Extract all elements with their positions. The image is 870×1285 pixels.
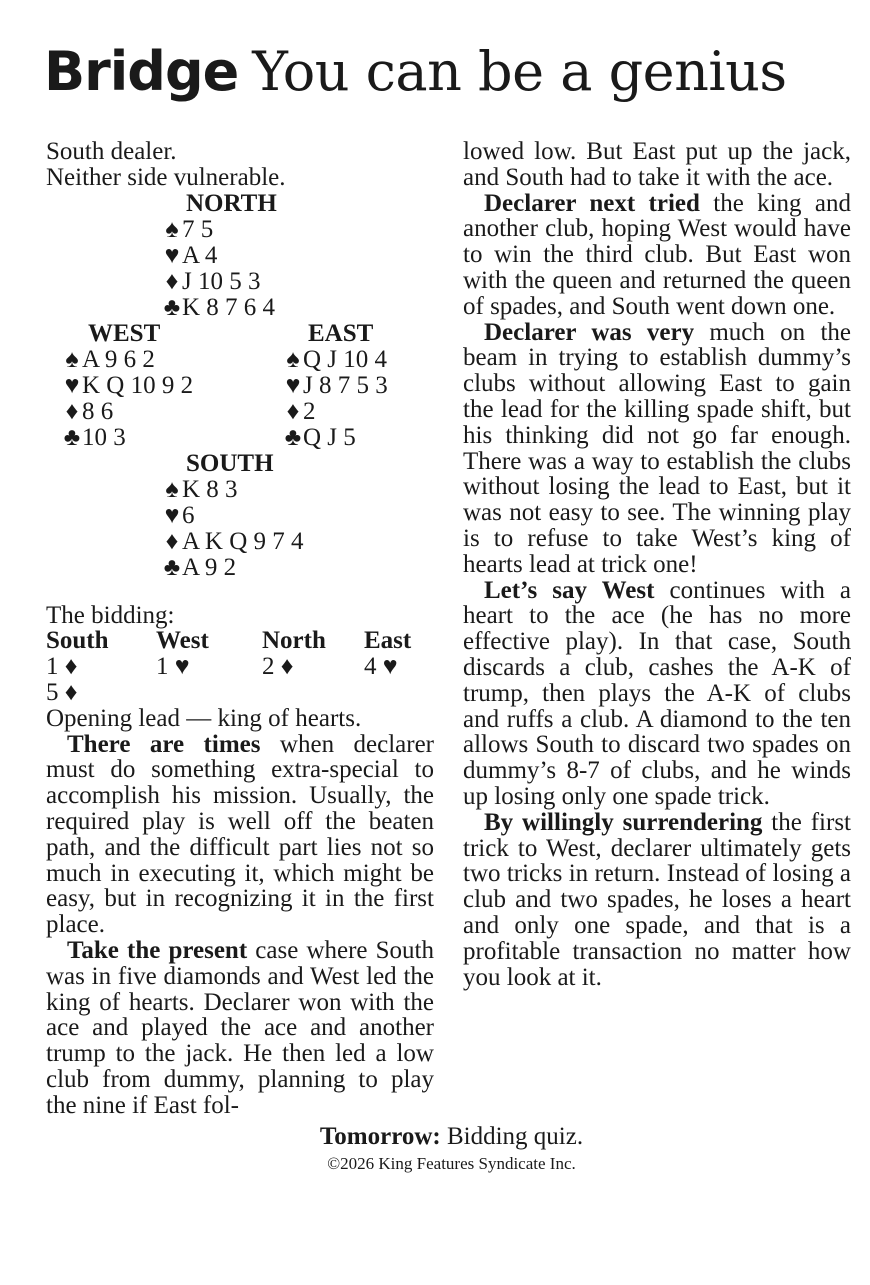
diamond-icon: ♦ [165, 527, 179, 555]
diamond-icon: ♦ [65, 397, 79, 425]
north-diamonds: ♦ J 10 5 3 [162, 269, 260, 295]
spade-icon: ♠ [65, 345, 79, 373]
article-paragraph: By willingly surrendering the first trick to West, declarer ultimately gets two tricks in return. Instead of losing a club and two spades, he loses a heart and only one spade, and that is a profitable transaction no matter how you look at it. [463, 808, 851, 991]
south-clubs: ♣A 9 2 [163, 553, 237, 581]
heart-icon: ♥ [164, 501, 180, 529]
spade-icon: ♠ [286, 345, 300, 373]
deal-diagram [46, 191, 434, 603]
east-hearts: ♥ J 8 7 5 3 [283, 373, 388, 399]
dealer-line: South dealer. [46, 138, 177, 165]
east-clubs: ♣Q J 5 [284, 423, 356, 451]
vulnerability-line: Neither side vulnerable. [46, 163, 286, 191]
club-icon: ♣ [63, 423, 81, 451]
west-clubs: ♣10 3 [63, 423, 126, 451]
bid-cell [262, 680, 364, 706]
north-spades: ♠ 7 5 [162, 217, 213, 243]
bidding-header: South [46, 627, 109, 655]
south-hearts: ♥ 6 [162, 503, 195, 529]
west-spades: ♠ A 9 6 2 [62, 347, 155, 373]
bidding-title: The bidding: [46, 601, 175, 629]
article-paragraph: Declarer next tried the king and another club, hoping West would have to win the third club. But East won with the queen and returned the queen of spades, and South went down one. [463, 189, 851, 320]
heart-icon: ♥ [64, 371, 80, 399]
bid-cell: 1 ♦ [46, 653, 78, 681]
north-clubs: ♣K 8 7 6 4 [163, 293, 276, 321]
bidding-header: East [364, 627, 412, 655]
spade-icon: ♠ [165, 475, 179, 503]
south-diamonds: ♦ A K Q 9 7 4 [162, 529, 304, 555]
bid-cell: 5 ♦ [46, 678, 78, 706]
east-diamonds: ♦ 2 [283, 399, 316, 425]
left-column [46, 139, 434, 1119]
bid-cell [156, 680, 262, 706]
bid-cell: 4 ♥ [364, 653, 398, 681]
bidding-table [46, 628, 424, 705]
bid-cell: 1 ♥ [156, 653, 190, 681]
club-icon: ♣ [163, 553, 181, 581]
west-hearts: ♥ K Q 10 9 2 [62, 373, 193, 399]
article-paragraph: Declarer was very much on the beam in trying to establish dummy’s clubs without allowing East to gain the lead for the killing spade shift, but his thinking did not go far enough. There was a way to establish the clubs without losing the lead to East, but it was not easy to see. The winning play is to refuse to take West’s king of hearts lead at trick one! [463, 318, 851, 578]
article-paragraph: There are times when declarer must do something extra-special to accomplish his mission. Usually, the required play is well off the beaten path, and the difficult part lies not so much in executing it, which might be easy, but in recognizing it in the first place. [46, 730, 434, 939]
north-hearts: ♥ A 4 [162, 243, 217, 269]
tomorrow-note: Tomorrow: Bidding quiz. [319, 1123, 584, 1150]
south-spades: ♠ K 8 3 [162, 477, 238, 503]
bid-cell: 2 ♦ [262, 653, 294, 681]
right-column [463, 139, 851, 990]
bidding-header: North [262, 627, 326, 655]
footer [0, 1122, 870, 1176]
bidding-row [46, 654, 424, 680]
west-label: WEST [88, 319, 161, 347]
bidding-header-row [46, 628, 424, 654]
copyright: ©2026 King Features Syndicate Inc. [327, 1154, 576, 1173]
spade-icon: ♠ [165, 215, 179, 243]
article-paragraph: lowed low. But East put up the jack, and South had to take it with the ace. [463, 138, 851, 191]
article-paragraph: Take the present case where South was in five diamonds and West led the king of hearts. Declarer won with the ace and played the ace and another trump to the jack. He then led a low club from dummy, planning to play the nine if East fol- [46, 936, 434, 1119]
diamond-icon: ♦ [286, 397, 300, 425]
club-icon: ♣ [284, 423, 302, 451]
headline [44, 40, 787, 104]
article-paragraph: Let’s say West continues with a heart to the ace (he has no more effective play). In that case, South discards a club, cashes the A-K of trump, then plays the A-K of clubs and ruffs a club. A diamond to the ten allows South to discard two spades on dummy’s 8-7 of clubs, and he winds up losing only one spade trick. [463, 576, 851, 810]
heart-icon: ♥ [285, 371, 301, 399]
bid-cell [364, 680, 424, 706]
club-icon: ♣ [163, 293, 181, 321]
column-tagline: You can be a genius [252, 40, 787, 103]
heart-icon: ♥ [164, 241, 180, 269]
east-label: EAST [308, 319, 374, 347]
diamond-icon: ♦ [165, 267, 179, 295]
bidding-header: West [156, 627, 209, 655]
east-spades: ♠ Q J 10 4 [283, 347, 387, 373]
opening-lead: Opening lead — king of hearts. [46, 704, 362, 732]
south-label: SOUTH [186, 449, 274, 477]
bidding-row [46, 680, 424, 706]
column-brand: Bridge [44, 40, 239, 103]
west-diamonds: ♦ 8 6 [62, 399, 113, 425]
north-label: NORTH [186, 189, 277, 217]
